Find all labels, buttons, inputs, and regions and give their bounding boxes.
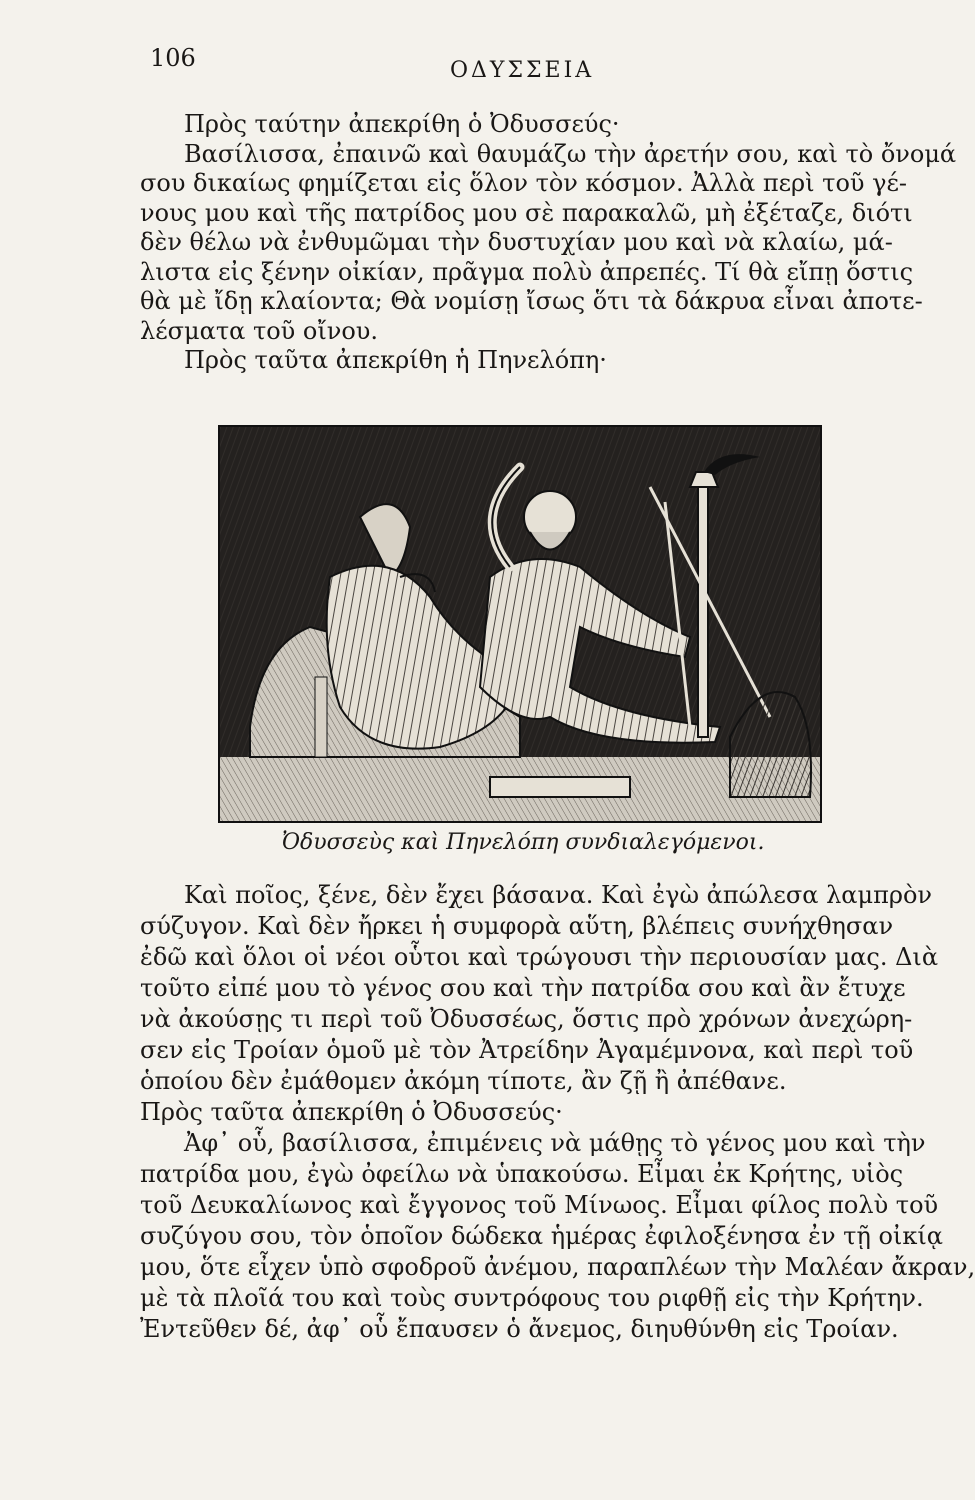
text-line: ἐδῶ καὶ ὅλοι οἱ νέοι οὗτοι καὶ τρώγουσι τὴν περιουσίαν μας. Διὰ (140, 943, 939, 971)
text-line: ὁποίου δὲν ἐμάθομεν ἀκόμη τίποτε, ἂν ζῇ ἢ ἀπέθανε. (140, 1067, 787, 1095)
text-line: τοῦτο εἰπέ μου τὸ γένος σου καὶ τὴν πατρίδα σου καὶ ἂν ἔτυχε (140, 974, 906, 1002)
text-block-before-figure (140, 110, 957, 376)
page-header (150, 44, 880, 84)
figure-caption: Ὀδυσσεὺς καὶ Πηνελόπη συνδιαλεγόμενοι. (282, 830, 765, 855)
text-line: μὲ τὰ πλοῖά του καὶ τοὺς συντρόφους του ριφθῇ εἰς τὴν Κρήτην. (140, 1284, 924, 1312)
text-line: σου δικαίως φημίζεται εἰς ὅλον τὸν κόσμον. Ἀλλὰ περὶ τοῦ γέ- (140, 169, 908, 197)
text-line: νους μου καὶ τῆς πατρίδος μου σὲ παρακαλῶ, μὴ ἐξέταζε, διότι (140, 198, 913, 227)
text-line: νὰ ἀκούσῃς τι περὶ τοῦ Ὀδυσσέως, ὅστις πρὸ χρόνων ἀνεχώρη- (140, 1005, 913, 1033)
text-line: μου, ὅτε εἶχεν ὑπὸ σφοδροῦ ἀνέμου, παραπλέων τὴν Μαλέαν ἄκραν, (140, 1253, 975, 1281)
text-line: Ἀφ᾽ οὗ, βασίλισσα, ἐπιμένεις νὰ μάθῃς τὸ γένος μου καὶ τὴν (184, 1129, 926, 1157)
text-line: τοῦ Δευκαλίωνος καὶ ἔγγονος τοῦ Μίνωος. Εἶμαι φίλος πολὺ τοῦ (140, 1191, 939, 1219)
engraving-illustration (218, 425, 822, 823)
text-line: Πρὸς ταῦτα ἀπεκρίθη ὁ Ὀδυσσεύς· (140, 1098, 563, 1126)
text-line: λέσματα τοῦ οἴνου. (140, 316, 379, 345)
text-line: Πρὸς ταύτην ἀπεκρίθη ὁ Ὀδυσσεύς· (184, 110, 620, 138)
text-line: Πρὸς ταῦτα ἀπεκρίθη ἡ Πηνελόπη· (184, 346, 607, 374)
running-title: ΟΔΥΣΣΕΙΑ (450, 58, 595, 83)
text-line: σεν εἰς Τροίαν ὁμοῦ μὲ τὸν Ἀτρείδην Ἀγαμέμνονα, καὶ περὶ τοῦ (140, 1036, 914, 1064)
text-block-after-figure (140, 880, 975, 1345)
text-line: λιστα εἰς ξένην οἰκίαν, πρᾶγμα πολὺ ἀπρεπές. Τί θὰ εἴπῃ ὅστις (140, 257, 914, 286)
text-line: πατρίδα μου, ἐγὼ ὀφείλω νὰ ὑπακούσω. Εἶμαι ἐκ Κρήτης, υἱὸς (140, 1160, 904, 1188)
page-number: 106 (150, 44, 196, 72)
engraving-drawing (220, 427, 820, 821)
text-line: δὲν θέλω νὰ ἐνθυμῶμαι τὴν δυστυχίαν μου καὶ νὰ κλαίω, μά- (140, 228, 893, 256)
text-line: Καὶ ποῖος, ξένε, δὲν ἔχει βάσανα. Καὶ ἐγὼ ἀπώλεσα λαμπρὸν (184, 881, 933, 909)
text-line: συζύγου σου, τὸν ὁποῖον δώδεκα ἡμέρας ἐφιλοξένησα ἐν τῇ οἰκίᾳ (140, 1222, 943, 1250)
text-line: Βασίλισσα, ἐπαινῶ καὶ θαυμάζω τὴν ἀρετήν σου, καὶ τὸ ὄνομά (184, 139, 957, 168)
text-line: σύζυγον. Καὶ δὲν ἤρκει ἡ συμφορὰ αὕτη, βλέπεις συνήχθησαν (140, 912, 894, 940)
text-line: θὰ μὲ ἴδῃ κλαίοντα; Θὰ νομίσῃ ἴσως ὅτι τὰ δάκρυα εἶναι ἀποτε- (140, 287, 923, 315)
text-line: Ἐντεῦθεν δέ, ἀφ᾽ οὗ ἔπαυσεν ὁ ἄνεμος, διηυθύνθη εἰς Τροίαν. (140, 1315, 899, 1343)
